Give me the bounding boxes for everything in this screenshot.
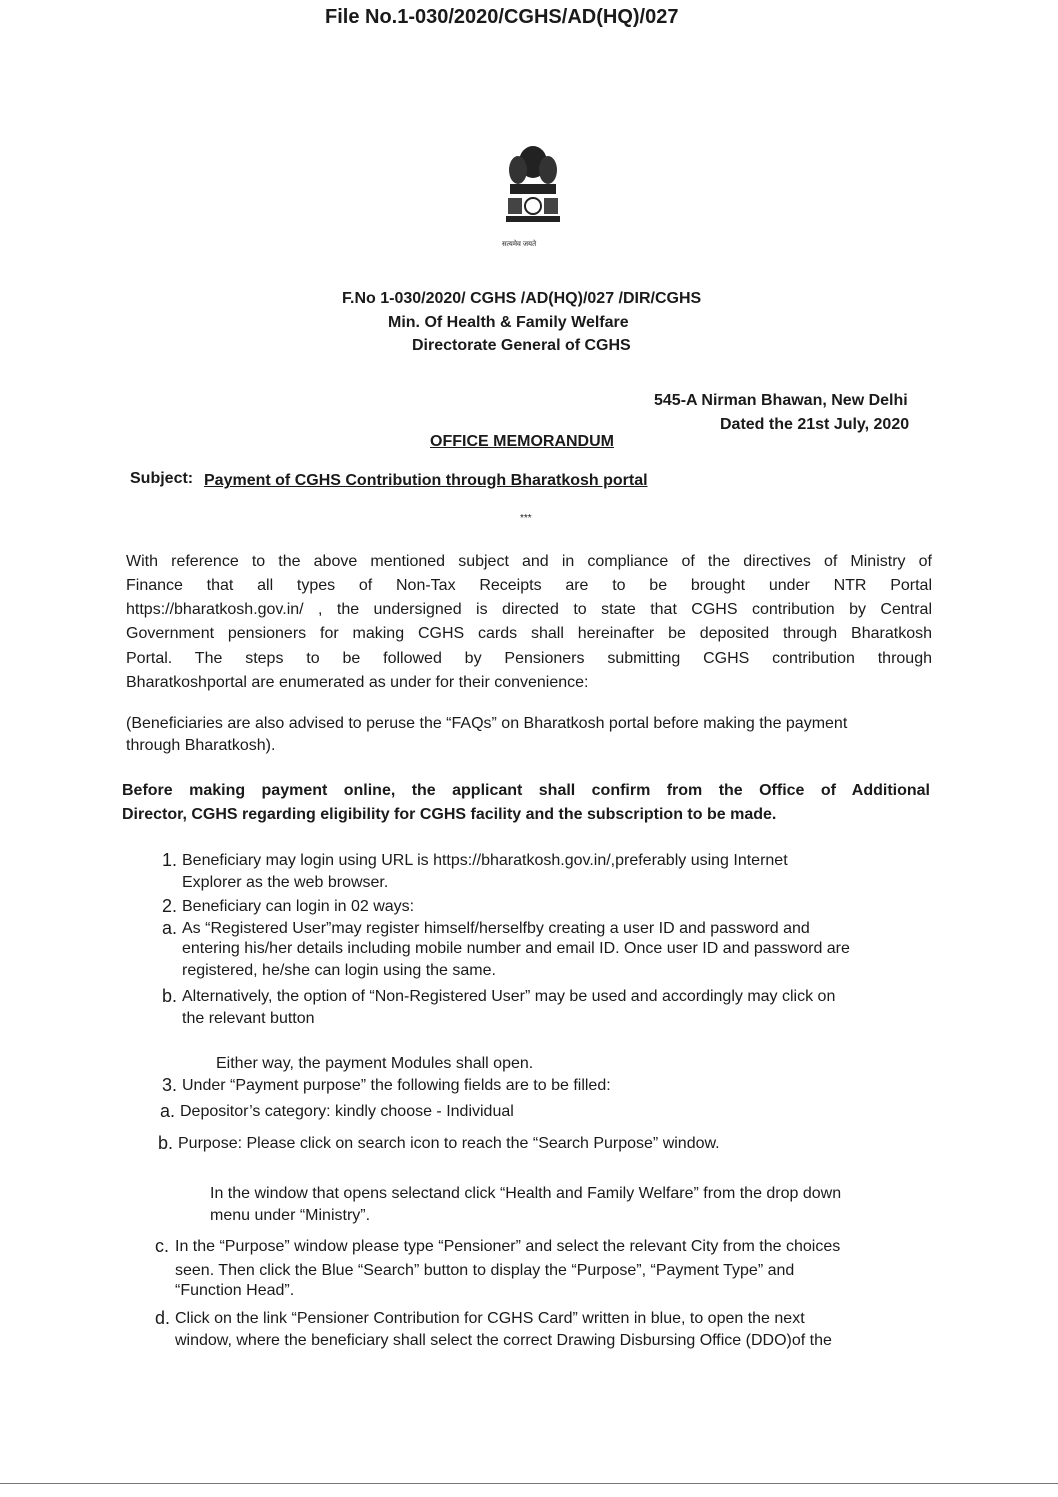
text-line: through Bharatkosh).	[126, 737, 276, 754]
text-line: https://bharatkosh.gov.in/ , the undersigned is directed to state that CGHS contribution by Central	[126, 601, 932, 618]
separator: ***	[520, 513, 532, 524]
text-line: Explorer as the web browser.	[182, 874, 389, 891]
subject-text: Payment of CGHS Contribution through Bharatkosh portal	[204, 472, 648, 489]
text-line: Alternatively, the option of “Non-Registered User” may be used and accordingly may click on	[182, 988, 836, 1005]
text-line: With reference to the above mentioned subject and in compliance of the directives of Ministry of	[126, 553, 932, 570]
text-line: Under “Payment purpose” the following fields are to be filled:	[182, 1077, 611, 1094]
text-line: Portal. The steps to be followed by Pensioners submitting CGHS contribution through	[126, 650, 932, 667]
text-line: registered, he/she can login using the same.	[182, 962, 496, 979]
text-line: Beneficiary can login in 02 ways:	[182, 898, 415, 915]
text-line: Click on the link “Pensioner Contribution for CGHS Card” written in blue, to open the next	[175, 1310, 805, 1327]
text-line: Beneficiary may login using URL is https://bharatkosh.gov.in/,preferably using Internet	[182, 852, 788, 869]
national-emblem-icon	[498, 140, 568, 240]
list-marker: d.	[155, 1308, 171, 1328]
text-line: “Function Head”.	[175, 1282, 295, 1299]
date: Dated the 21st July, 2020	[720, 416, 910, 433]
text-line: In the “Purpose” window please type “Pensioner” and select the relevant City from the choices	[175, 1238, 841, 1255]
text-line: seen. Then click the Blue “Search” button to display the “Purpose”, “Payment Type” and	[175, 1262, 795, 1279]
emblem-motto: सत्यमेव जयते	[502, 241, 537, 248]
text-line: entering his/her details including mobile number and email ID. Once user ID and password are	[182, 940, 850, 957]
list-marker: 1.	[162, 850, 178, 870]
directorate-name: Directorate General of CGHS	[412, 337, 631, 354]
list-marker: 3.	[162, 1075, 178, 1095]
text-line: Finance that all types of Non-Tax Receipts are to be brought under NTR Portal	[126, 577, 932, 594]
address: 545-A Nirman Bhawan, New Delhi	[654, 392, 908, 409]
text-line: Purpose: Please click on search icon to reach the “Search Purpose” window.	[178, 1135, 720, 1152]
text-line: window, where the beneficiary shall select the correct Drawing Disbursing Office (DDO)of the	[175, 1332, 832, 1349]
page-bottom-rule	[0, 1483, 1058, 1484]
list-marker: c.	[155, 1236, 170, 1256]
reference-number: F.No 1-030/2020/ CGHS /AD(HQ)/027 /DIR/CGHS	[342, 290, 702, 307]
text-line: (Beneficiaries are also advised to peruse the “FAQs” on Bharatkosh portal before making the payment	[126, 715, 848, 732]
text-line: Bharatkoshportal are enumerated as under for their convenience:	[126, 674, 589, 691]
text-line: Depositor’s category: kindly choose - Individual	[180, 1103, 514, 1120]
text-line: In the window that opens selectand click “Health and Family Welfare” from the drop down	[210, 1185, 842, 1202]
list-marker: 2.	[162, 896, 178, 916]
text-line: Government pensioners for making CGHS cards shall hereinafter be deposited through Bharatkosh	[126, 625, 932, 642]
text-line: Before making payment online, the applicant shall confirm from the Office of Additional	[122, 782, 930, 799]
file-number: File No.1-030/2020/CGHS/AD(HQ)/027	[325, 6, 679, 28]
subject-label: Subject:	[130, 470, 194, 487]
list-marker: a.	[162, 918, 178, 938]
list-marker: a.	[160, 1101, 176, 1121]
ministry-name: Min. Of Health & Family Welfare	[388, 314, 629, 331]
text-line: the relevant button	[182, 1010, 315, 1027]
text-line: Either way, the payment Modules shall open.	[216, 1055, 534, 1072]
text-line: As “Registered User”may register himself/herselfby creating a user ID and password and	[182, 920, 810, 937]
text-line: Director, CGHS regarding eligibility for CGHS facility and the subscription to be made.	[122, 806, 777, 823]
memo-title: OFFICE MEMORANDUM	[430, 433, 614, 450]
list-marker: b.	[162, 986, 178, 1006]
list-marker: b.	[158, 1133, 174, 1153]
text-line: menu under “Ministry”.	[210, 1207, 371, 1224]
